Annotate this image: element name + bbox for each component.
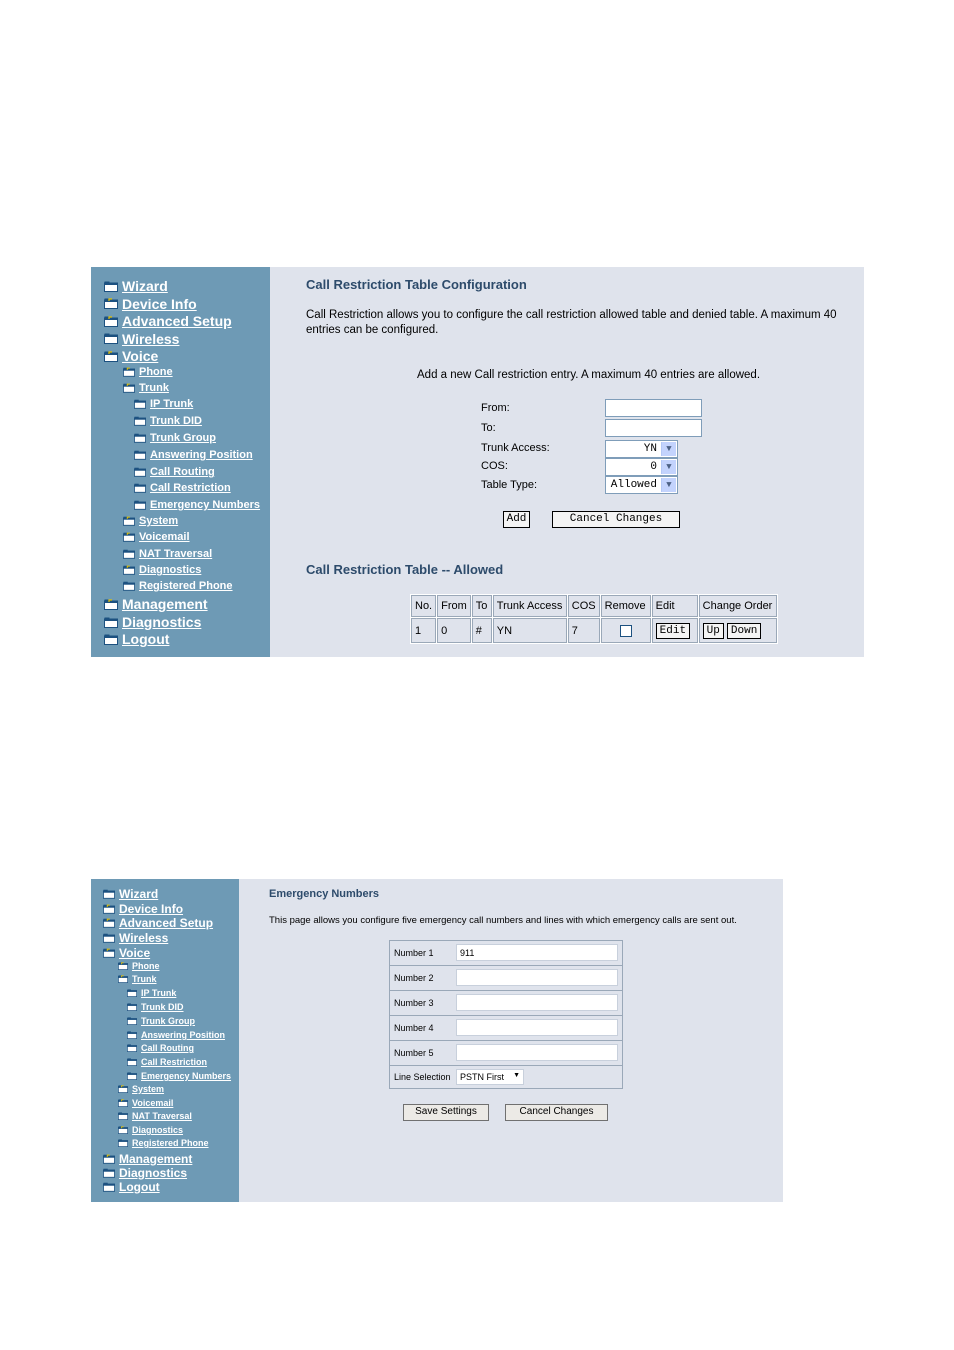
call-restriction-screen bbox=[91, 267, 864, 657]
sidebar-item-label[interactable]: Voicemail bbox=[132, 1098, 174, 1108]
sidebar-item-phone[interactable] bbox=[118, 961, 160, 971]
sidebar-item-label[interactable]: Trunk bbox=[139, 382, 169, 394]
sidebar-item-nat-traversal[interactable] bbox=[118, 1111, 192, 1121]
sidebar-item-phone[interactable] bbox=[123, 366, 173, 378]
number-3-input[interactable] bbox=[456, 994, 618, 1011]
folder-open-icon bbox=[118, 1085, 128, 1093]
cell-to: # bbox=[471, 618, 492, 644]
sidebar-item-label[interactable]: NAT Traversal bbox=[132, 1111, 192, 1121]
table-type-value: Allowed bbox=[610, 479, 657, 491]
chevron-down-icon: ▼ bbox=[661, 478, 676, 492]
sidebar-item-diagnostics-sub[interactable] bbox=[123, 564, 201, 576]
folder-open-icon bbox=[103, 948, 115, 958]
col-header-remove: Remove bbox=[600, 595, 651, 618]
sidebar-item-system[interactable] bbox=[118, 1084, 164, 1094]
sidebar-item-label[interactable]: IP Trunk bbox=[150, 398, 194, 410]
sidebar-item-label[interactable]: Call Routing bbox=[150, 466, 215, 478]
sidebar-item-label[interactable]: Answering Position bbox=[150, 449, 253, 461]
sidebar-item-call-restriction[interactable] bbox=[134, 482, 231, 494]
sidebar-nav bbox=[91, 267, 270, 657]
sidebar-item-emergency-numbers[interactable] bbox=[134, 499, 260, 511]
folder-icon bbox=[127, 989, 137, 997]
table-header-row bbox=[411, 595, 778, 618]
folder-open-icon bbox=[123, 532, 135, 542]
cell-trunk-access: YN bbox=[492, 618, 567, 644]
sidebar-item-diagnostics-sub[interactable] bbox=[118, 1125, 183, 1135]
edit-button[interactable]: Edit bbox=[656, 623, 690, 639]
sidebar-item-label[interactable]: Diagnostics bbox=[139, 564, 202, 576]
sidebar-item-advanced-setup[interactable] bbox=[103, 916, 213, 930]
number-row bbox=[390, 941, 622, 966]
sidebar-item-system[interactable] bbox=[123, 515, 178, 527]
col-header-to: To bbox=[471, 595, 492, 618]
save-settings-button[interactable]: Save Settings bbox=[403, 1104, 489, 1121]
sidebar-item-label[interactable]: System bbox=[139, 515, 179, 527]
folder-open-icon bbox=[118, 1126, 128, 1134]
page-title: Emergency Numbers bbox=[269, 888, 380, 900]
sidebar-item-voice[interactable] bbox=[103, 946, 150, 960]
col-header-cos: COS bbox=[567, 595, 600, 618]
line-selection-select[interactable] bbox=[456, 1069, 524, 1085]
chevron-down-icon: ▼ bbox=[513, 1072, 520, 1079]
cell-edit bbox=[651, 618, 698, 644]
number-label: Number 4 bbox=[394, 1023, 434, 1033]
folder-open-icon bbox=[104, 298, 118, 309]
sidebar-item-label[interactable]: Device Info bbox=[119, 902, 184, 916]
sidebar-item-label[interactable]: Call Restriction bbox=[150, 482, 231, 494]
sidebar-item-diagnostics[interactable] bbox=[103, 1166, 187, 1180]
sidebar-item-device-info[interactable] bbox=[103, 902, 183, 916]
number-row bbox=[390, 1016, 622, 1041]
col-header-edit: Edit bbox=[651, 595, 698, 618]
sidebar-item-registered-phone[interactable] bbox=[123, 580, 233, 592]
sidebar-item-call-restriction[interactable] bbox=[127, 1057, 207, 1067]
sidebar-item-trunk-did[interactable] bbox=[127, 1002, 184, 1012]
sidebar-item-label[interactable]: Trunk DID bbox=[150, 415, 202, 427]
sidebar-item-label[interactable]: Trunk bbox=[132, 974, 157, 984]
folder-icon bbox=[134, 450, 146, 460]
folder-icon bbox=[127, 1072, 137, 1080]
sidebar-item-label[interactable]: System bbox=[132, 1084, 165, 1094]
cancel-changes-button[interactable]: Cancel Changes bbox=[552, 511, 680, 528]
sidebar-item-label[interactable]: Diagnostics bbox=[119, 1166, 188, 1180]
sidebar-item-label[interactable]: Management bbox=[119, 1152, 193, 1166]
add-prompt: Add a new Call restriction entry. A maximum 40 entries are allowed. bbox=[417, 369, 761, 381]
sidebar-item-label[interactable]: Device Info bbox=[122, 295, 197, 312]
folder-icon bbox=[104, 281, 118, 292]
sidebar-item-ip-trunk[interactable] bbox=[127, 988, 176, 998]
sidebar-item-label[interactable]: Voice bbox=[122, 348, 159, 364]
sidebar-item-trunk[interactable] bbox=[123, 382, 169, 394]
sidebar-item-registered-phone[interactable] bbox=[118, 1138, 209, 1148]
folder-icon bbox=[127, 1003, 137, 1011]
folder-icon bbox=[134, 433, 146, 443]
folder-open-icon bbox=[123, 383, 135, 393]
sidebar-item-label[interactable]: Trunk Group bbox=[141, 1016, 195, 1026]
sidebar-item-label[interactable]: Voicemail bbox=[139, 531, 190, 543]
sidebar-item-management[interactable] bbox=[104, 596, 208, 612]
folder-icon bbox=[104, 617, 118, 628]
sidebar-item-label[interactable]: Emergency Numbers bbox=[150, 499, 261, 511]
sidebar-item-nat-traversal[interactable] bbox=[123, 548, 212, 560]
number-4-input[interactable] bbox=[456, 1019, 618, 1036]
folder-open-icon bbox=[123, 516, 135, 526]
sidebar-item-voicemail[interactable] bbox=[118, 1098, 173, 1108]
folder-open-icon bbox=[103, 918, 115, 928]
sidebar-item-voice[interactable] bbox=[104, 348, 158, 364]
sidebar-item-label[interactable]: Registered Phone bbox=[132, 1138, 209, 1148]
sidebar-item-label[interactable]: Management bbox=[122, 596, 208, 612]
sidebar-nav bbox=[91, 879, 239, 1202]
trunk-access-label: Trunk Access: bbox=[481, 442, 550, 454]
table-type-label: Table Type: bbox=[481, 479, 538, 491]
cos-select[interactable] bbox=[605, 458, 678, 476]
trunk-access-select[interactable] bbox=[605, 440, 678, 458]
sidebar-item-wizard[interactable] bbox=[104, 278, 168, 294]
col-header-change-order: Change Order bbox=[698, 595, 777, 618]
number-row bbox=[390, 1041, 622, 1066]
remove-checkbox[interactable] bbox=[620, 625, 632, 637]
sidebar-item-label[interactable]: Wizard bbox=[119, 887, 159, 901]
cos-label: COS: bbox=[481, 460, 508, 472]
sidebar-item-label[interactable]: Phone bbox=[139, 366, 173, 378]
sidebar-item-device-info[interactable] bbox=[104, 296, 197, 312]
sidebar-item-advanced-setup[interactable] bbox=[104, 313, 232, 329]
sidebar-item-label[interactable]: Trunk DID bbox=[141, 1002, 184, 1012]
sidebar-item-logout[interactable] bbox=[103, 1180, 160, 1194]
folder-icon bbox=[103, 933, 115, 943]
folder-icon bbox=[127, 1058, 137, 1066]
folder-icon bbox=[127, 1031, 137, 1039]
chevron-down-icon: ▼ bbox=[661, 442, 676, 456]
cell-cos: 7 bbox=[567, 618, 600, 644]
sidebar-item-label[interactable]: Wireless bbox=[122, 330, 180, 347]
table-title: Call Restriction Table -- Allowed bbox=[306, 562, 504, 577]
cell-no: 1 bbox=[411, 618, 437, 644]
from-input[interactable] bbox=[605, 399, 702, 417]
sidebar-item-label[interactable]: Advanced Setup bbox=[122, 313, 232, 329]
folder-icon bbox=[123, 581, 135, 591]
sidebar-item-ip-trunk[interactable] bbox=[134, 398, 193, 410]
sidebar-item-label[interactable]: Logout bbox=[119, 1180, 160, 1194]
sidebar-item-label[interactable]: Call Routing bbox=[141, 1043, 194, 1053]
sidebar-item-label[interactable]: Diagnostics bbox=[122, 614, 202, 630]
page-description: This page allows you configure five emergency call numbers and lines with which emergency calls are sent out. bbox=[269, 915, 737, 926]
sidebar-item-management[interactable] bbox=[103, 1152, 192, 1166]
number-1-input[interactable]: 911 bbox=[456, 944, 618, 961]
number-label: Number 1 bbox=[394, 948, 434, 958]
folder-icon bbox=[127, 1044, 137, 1052]
sidebar-item-label[interactable]: Call Restriction bbox=[141, 1057, 208, 1067]
folder-open-icon bbox=[123, 565, 135, 575]
add-button[interactable]: Add bbox=[503, 511, 530, 528]
folder-icon bbox=[134, 483, 146, 493]
from-label: From: bbox=[481, 402, 510, 414]
cell-change-order bbox=[698, 618, 777, 644]
emergency-numbers-table bbox=[389, 940, 623, 1089]
emergency-numbers-screen bbox=[91, 879, 783, 1202]
col-header-from: From bbox=[437, 595, 472, 618]
folder-icon bbox=[134, 416, 146, 426]
sidebar-item-trunk-did[interactable] bbox=[134, 415, 202, 427]
folder-icon bbox=[118, 1112, 128, 1120]
sidebar-item-answering-position[interactable] bbox=[134, 449, 253, 461]
sidebar-item-label[interactable]: Diagnostics bbox=[132, 1125, 184, 1135]
line-selection-label: Line Selection bbox=[394, 1072, 451, 1082]
folder-icon bbox=[134, 500, 146, 510]
folder-open-icon bbox=[118, 975, 128, 983]
cos-value: 0 bbox=[650, 461, 657, 473]
restriction-table bbox=[410, 594, 778, 644]
folder-open-icon bbox=[104, 316, 118, 327]
sidebar-item-call-routing[interactable] bbox=[127, 1043, 194, 1053]
folder-open-icon bbox=[103, 1154, 115, 1164]
sidebar-item-label[interactable]: Answering Position bbox=[141, 1030, 226, 1040]
sidebar-item-diagnostics[interactable] bbox=[104, 614, 201, 630]
cancel-changes-button[interactable]: Cancel Changes bbox=[505, 1104, 608, 1121]
main-content bbox=[239, 879, 783, 1202]
folder-icon bbox=[104, 634, 118, 645]
folder-icon bbox=[134, 399, 146, 409]
page-title: Call Restriction Table Configuration bbox=[306, 277, 527, 292]
up-button[interactable]: Up bbox=[703, 623, 724, 639]
folder-icon bbox=[103, 1168, 115, 1178]
folder-icon bbox=[123, 549, 135, 559]
cell-from: 0 bbox=[437, 618, 472, 644]
sidebar-item-wizard[interactable] bbox=[103, 887, 158, 901]
sidebar-item-wireless[interactable] bbox=[104, 331, 179, 347]
sidebar-item-trunk-group[interactable] bbox=[127, 1016, 195, 1026]
to-label: To: bbox=[481, 422, 496, 434]
sidebar-item-label[interactable]: Logout bbox=[122, 631, 170, 647]
cell-remove bbox=[600, 618, 651, 644]
number-row bbox=[390, 991, 622, 1016]
sidebar-item-label[interactable]: Voice bbox=[119, 946, 151, 960]
number-label: Number 5 bbox=[394, 1048, 434, 1058]
sidebar-item-label[interactable]: Trunk Group bbox=[150, 432, 216, 444]
table-row bbox=[411, 618, 778, 644]
number-5-input[interactable] bbox=[456, 1044, 618, 1061]
number-row bbox=[390, 966, 622, 991]
sidebar-item-trunk-group[interactable] bbox=[134, 432, 216, 444]
sidebar-item-emergency-numbers[interactable] bbox=[127, 1071, 231, 1081]
col-header-trunk-access: Trunk Access bbox=[492, 595, 567, 618]
trunk-access-value: YN bbox=[643, 443, 657, 455]
folder-icon bbox=[134, 467, 146, 477]
down-button[interactable]: Down bbox=[727, 623, 761, 639]
folder-icon bbox=[104, 333, 118, 344]
number-2-input[interactable] bbox=[456, 969, 618, 986]
sidebar-item-call-routing[interactable] bbox=[134, 466, 215, 478]
number-label: Number 2 bbox=[394, 973, 434, 983]
folder-open-icon bbox=[118, 962, 128, 970]
col-header-no: No. bbox=[411, 595, 437, 618]
folder-icon bbox=[127, 1017, 137, 1025]
sidebar-item-label[interactable]: Phone bbox=[132, 961, 160, 971]
chevron-down-icon: ▼ bbox=[661, 460, 676, 474]
table-type-select[interactable] bbox=[605, 476, 678, 494]
sidebar-item-label[interactable]: Wireless bbox=[119, 931, 169, 945]
page-description: Call Restriction allows you to configure the call restriction allowed table and denied table. A maximum 40 entries can be configured. bbox=[306, 309, 837, 336]
sidebar-item-label[interactable]: Advanced Setup bbox=[119, 916, 214, 930]
folder-icon bbox=[103, 1182, 115, 1192]
main-content bbox=[270, 267, 864, 657]
number-label: Number 3 bbox=[394, 998, 434, 1008]
sidebar-item-label[interactable]: Emergency Numbers bbox=[141, 1071, 232, 1081]
sidebar-item-label[interactable]: IP Trunk bbox=[141, 988, 177, 998]
folder-open-icon bbox=[104, 351, 118, 362]
line-selection-value: PSTN First bbox=[460, 1072, 504, 1082]
folder-open-icon bbox=[123, 367, 135, 377]
sidebar-item-wireless[interactable] bbox=[103, 931, 168, 945]
folder-open-icon bbox=[118, 1099, 128, 1107]
sidebar-item-label[interactable]: Registered Phone bbox=[139, 580, 233, 592]
folder-open-icon bbox=[104, 599, 118, 610]
sidebar-item-logout[interactable] bbox=[104, 631, 169, 647]
folder-icon bbox=[103, 889, 115, 899]
folder-open-icon bbox=[103, 904, 115, 914]
sidebar-item-answering-position[interactable] bbox=[127, 1030, 225, 1040]
sidebar-item-trunk[interactable] bbox=[118, 974, 157, 984]
to-input[interactable] bbox=[605, 419, 702, 437]
folder-icon bbox=[118, 1139, 128, 1147]
sidebar-item-label[interactable]: Wizard bbox=[122, 278, 168, 294]
sidebar-item-voicemail[interactable] bbox=[123, 531, 190, 543]
sidebar-item-label[interactable]: NAT Traversal bbox=[139, 548, 213, 560]
line-selection-row bbox=[390, 1066, 622, 1088]
